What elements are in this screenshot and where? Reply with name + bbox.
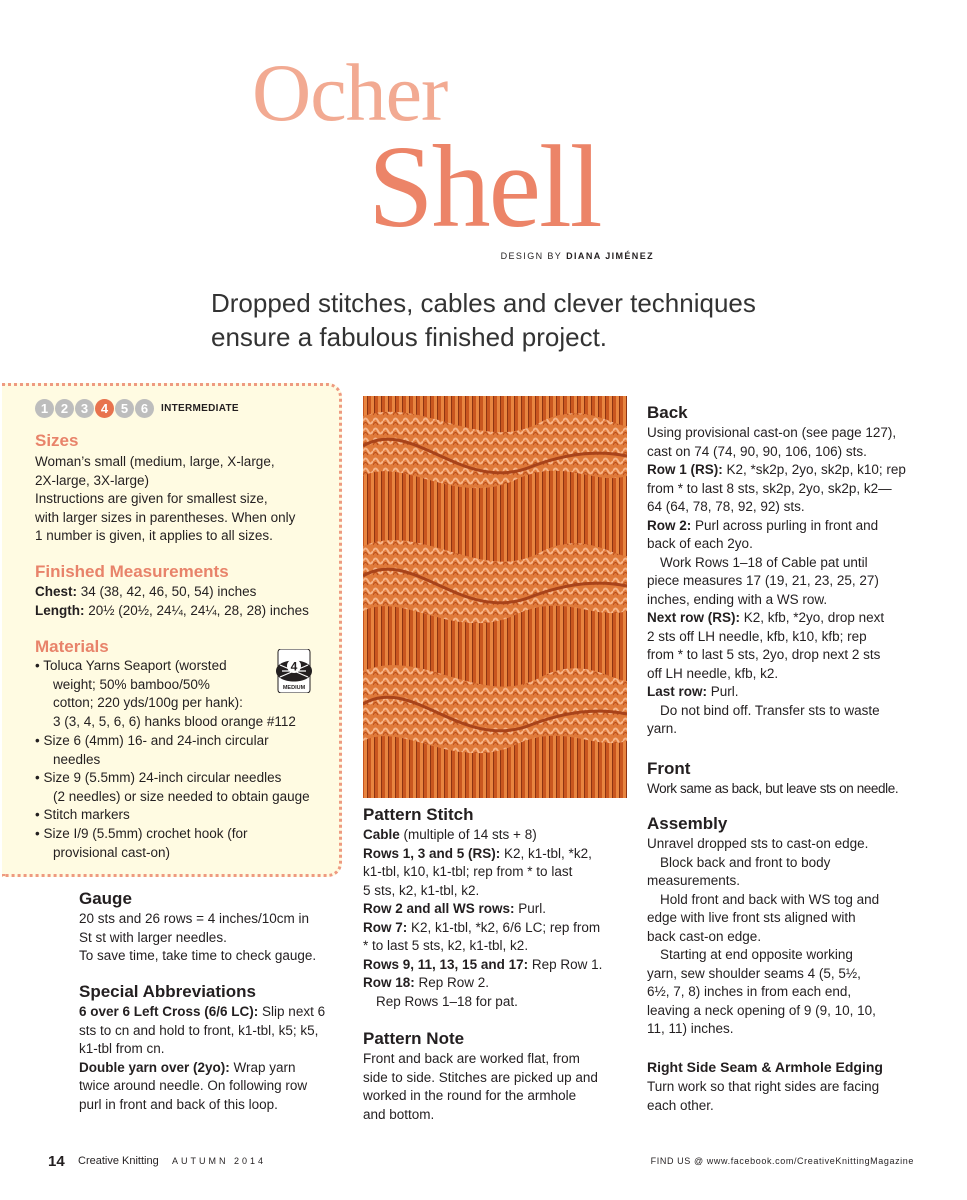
- term: Rows 1, 3 and 5 (RS):: [363, 845, 501, 861]
- text-line: Hold front and back with WS tog and: [660, 891, 880, 907]
- text-line: 5 sts, k2, k1-tbl, k2.: [363, 882, 480, 898]
- back-text: [647, 424, 906, 739]
- term: Row 1 (RS):: [647, 462, 723, 477]
- definition: (multiple of 14 sts + 8): [399, 827, 537, 842]
- definition: K2, kfb, *2yo, drop next: [740, 610, 885, 625]
- definition: Wrap yarn: [229, 1059, 296, 1075]
- assembly-text: [647, 835, 879, 1039]
- measurements-text: [35, 583, 309, 620]
- term: Rows 9, 11, 13, 15 and 17:: [363, 956, 529, 972]
- sizes-text: [35, 453, 295, 546]
- text-line: Size 9 (5.5mm) 24-inch circular needles: [43, 770, 282, 785]
- right-side-seam-text: [647, 1078, 879, 1115]
- text-line: Toluca Yarns Seaport (worsted: [43, 658, 227, 673]
- text-line: needles: [53, 751, 101, 767]
- subtitle: [211, 286, 831, 354]
- definition: K2, k1-tbl, *k2, 6/6 LC; rep from: [407, 919, 601, 935]
- text-line: Starting at end opposite working: [660, 947, 853, 962]
- chest-label: Chest:: [35, 584, 78, 599]
- badge-number: 4: [290, 659, 298, 674]
- text-line: weight; 50% bamboo/50%: [53, 676, 210, 692]
- text-line: To save time, take time to check gauge.: [79, 948, 317, 963]
- page-number: 14: [48, 1153, 65, 1170]
- text-line: [363, 826, 602, 845]
- abbreviations-text: [79, 1003, 325, 1114]
- text-line: edge with live front sts aligned with: [647, 910, 856, 925]
- text-line: * to last 5 sts, k2, k1-tbl, k2.: [363, 938, 529, 953]
- text-line: k1-tbl from cn.: [79, 1041, 165, 1056]
- pattern-stitch-heading: Pattern Stitch: [363, 805, 474, 824]
- bullet-dot: •: [35, 807, 44, 822]
- knit-fabric-photo: [363, 396, 627, 798]
- length-value: 20½ (20½, 24¼, 24¼, 28, 28) inches: [84, 602, 309, 618]
- pattern-note-heading: Pattern Note: [363, 1029, 465, 1048]
- skill-level-label: INTERMEDIATE: [161, 403, 239, 414]
- term: Row 7:: [363, 919, 408, 935]
- materials-item: [35, 806, 130, 825]
- text-line: with larger sizes in parentheses. When only: [35, 509, 296, 525]
- text-line: inches, ending with a WS row.: [647, 591, 828, 607]
- text-line: Work same as back, but leave sts on needle.: [647, 781, 899, 796]
- text-line: Unravel dropped sts to cast-on edge.: [647, 836, 869, 851]
- text-line: 2 sts off LH needle, kfb, k10, kfb; rep: [647, 628, 867, 644]
- term: Next row (RS):: [647, 610, 741, 625]
- subtitle-line: ensure a fabulous finished project.: [211, 322, 608, 352]
- definition: Purl across purling in front and: [691, 517, 879, 533]
- text-line: St st with larger needles.: [79, 929, 227, 945]
- text-line: Woman’s small (medium, large, X-large,: [35, 454, 275, 469]
- text-line: Do not bind off. Transfer sts to waste: [660, 702, 880, 718]
- definition: K2, k1-tbl, *k2,: [500, 845, 592, 861]
- text-line: [363, 919, 602, 938]
- text-line: measurements.: [647, 873, 741, 888]
- gauge-text: [79, 910, 316, 966]
- text-line: [363, 900, 602, 919]
- text-line: [35, 583, 309, 602]
- text-line: purl in front and back of this loop.: [79, 1096, 278, 1112]
- text-line: back of each 2yo.: [647, 536, 753, 551]
- issue-season: AUTUMN 2014: [172, 1156, 267, 1166]
- text-line: [647, 461, 906, 480]
- term: Cable: [363, 827, 400, 842]
- magazine-name: Creative Knitting: [78, 1155, 159, 1167]
- text-line: yarn, sew shoulder seams 4 (5, 5½,: [647, 965, 861, 981]
- definition: Purl.: [707, 684, 739, 699]
- assembly-heading: Assembly: [647, 814, 728, 833]
- sizes-heading: Sizes: [35, 431, 79, 450]
- byline-label: DESIGN BY: [500, 251, 563, 261]
- term: 6 over 6 Left Cross (6/6 LC):: [79, 1004, 259, 1019]
- pattern-stitch-text: [363, 826, 602, 1011]
- gauge-heading: Gauge: [79, 889, 132, 908]
- badge-label: MEDIUM: [282, 685, 306, 691]
- byline: [501, 251, 654, 261]
- pattern-note-text: [363, 1050, 598, 1124]
- text-line: Size 6 (4mm) 16- and 24-inch circular: [43, 733, 269, 748]
- materials-item: [35, 657, 296, 731]
- skill-level-circle: 5: [115, 399, 134, 418]
- definition: Slip next 6: [258, 1004, 326, 1019]
- skill-level-circle: 6: [135, 399, 154, 418]
- text-line: Size I/9 (5.5mm) crochet hook (for: [43, 826, 248, 841]
- bullet-dot: •: [35, 733, 44, 748]
- definition: K2, *sk2p, 2yo, sk2p, k10; rep: [722, 462, 906, 477]
- text-line: Using provisional cast-on (see page 127),: [647, 425, 897, 440]
- text-line: each other.: [647, 1097, 714, 1113]
- text-line: [647, 517, 906, 536]
- text-line: (2 needles) or size needed to obtain gauge: [53, 788, 310, 804]
- text-line: from * to last 5 sts, 2yo, drop next 2 sts: [647, 647, 881, 662]
- text-line: Work Rows 1–18 of Cable pat until: [660, 554, 868, 570]
- front-heading: Front: [647, 759, 691, 778]
- text-line: back cast-on edge.: [647, 928, 762, 944]
- text-line: [363, 974, 602, 993]
- text-line: cotton; 220 yds/100g per hank):: [53, 695, 243, 710]
- text-line: from * to last 8 sts, sk2p, 2yo, sk2p, k2—: [647, 480, 892, 496]
- text-line: 64 (64, 78, 78, 92, 92) sts.: [647, 499, 805, 514]
- text-line: 6½, 7, 8) inches in from each end,: [647, 984, 852, 999]
- bullet-dot: •: [35, 658, 44, 673]
- text-line: piece measures 17 (19, 21, 23, 25, 27): [647, 573, 879, 588]
- materials-item: [35, 825, 248, 862]
- text-line: cast on 74 (74, 90, 90, 106, 106) sts.: [647, 443, 867, 459]
- text-line: leaving a neck opening of 9 (9, 10, 10,: [647, 1002, 876, 1018]
- text-line: Turn work so that right sides are facing: [647, 1079, 880, 1094]
- text-line: 20 sts and 26 rows = 4 inches/10cm in: [79, 911, 310, 926]
- text-line: yarn.: [647, 721, 678, 736]
- text-line: Rep Rows 1–18 for pat.: [376, 993, 518, 1009]
- term: Last row:: [647, 684, 708, 699]
- length-label: Length:: [35, 602, 85, 618]
- text-line: Stitch markers: [43, 807, 130, 822]
- text-line: [363, 956, 602, 975]
- skill-level-circle: 3: [75, 399, 94, 418]
- subtitle-line: Dropped stitches, cables and clever techniques: [211, 288, 756, 318]
- definition: Rep Row 2.: [414, 975, 490, 990]
- text-line: side to side. Stitches are picked up and: [363, 1069, 598, 1085]
- text-line: [79, 1059, 325, 1078]
- bullet-dot: •: [35, 826, 44, 841]
- term: Row 2 and all WS rows:: [363, 901, 515, 916]
- skill-level-circle: 1: [35, 399, 54, 418]
- social-link[interactable]: FIND US @ www.facebook.com/CreativeKnittingMagazine: [650, 1156, 914, 1166]
- skill-level-circle: 2: [55, 399, 74, 418]
- title-ocher: Ocher: [252, 47, 448, 138]
- right-side-seam-heading: Right Side Seam & Armhole Edging: [647, 1059, 883, 1075]
- abbreviations-heading: Special Abbreviations: [79, 982, 256, 1001]
- skill-level: [35, 399, 239, 418]
- definition: Purl.: [514, 901, 547, 916]
- text-line: [647, 683, 906, 702]
- text-line: [79, 1003, 325, 1022]
- text-line: sts to cn and hold to front, k1-tbl, k5; k5,: [79, 1022, 319, 1038]
- text-line: [647, 609, 906, 628]
- bullet-dot: •: [35, 770, 44, 785]
- measurements-heading: Finished Measurements: [35, 562, 229, 581]
- text-line: Block back and front to body: [660, 854, 831, 870]
- text-line: twice around needle. On following row: [79, 1078, 308, 1093]
- text-line: Instructions are given for smallest size,: [35, 491, 268, 506]
- text-line: 11, 11) inches.: [647, 1021, 734, 1036]
- materials-heading: Materials: [35, 637, 109, 656]
- text-line: Front and back are worked flat, from: [363, 1051, 580, 1066]
- text-line: worked in the round for the armhole: [363, 1088, 577, 1103]
- text-line: [363, 845, 602, 864]
- definition: Rep Row 1.: [528, 956, 603, 972]
- text-line: and bottom.: [363, 1106, 435, 1122]
- text-line: off LH needle, kfb, k2.: [647, 665, 779, 681]
- term: Row 2:: [647, 517, 692, 533]
- front-text: [647, 780, 898, 799]
- materials-item: [35, 769, 310, 806]
- text-line: 2X-large, 3X-large): [35, 472, 150, 488]
- text-line: [35, 602, 309, 621]
- title-shell: Shell: [368, 121, 601, 252]
- text-line: provisional cast-on): [53, 844, 171, 860]
- byline-name: DIANA JIMÉNEZ: [566, 251, 654, 261]
- materials-item: [35, 732, 269, 769]
- term: Row 18:: [363, 975, 415, 990]
- text-line: k1-tbl, k10, k1-tbl; rep from * to last: [363, 864, 573, 879]
- back-heading: Back: [647, 403, 688, 422]
- term: Double yarn over (2yo):: [79, 1059, 230, 1075]
- text-line: 3 (3, 4, 5, 6, 6) hanks blood orange #112: [53, 713, 296, 729]
- skill-level-circle-active: 4: [95, 399, 114, 418]
- text-line: 1 number is given, it applies to all sizes.: [35, 528, 273, 543]
- chest-value: 34 (38, 42, 46, 50, 54) inches: [77, 584, 257, 599]
